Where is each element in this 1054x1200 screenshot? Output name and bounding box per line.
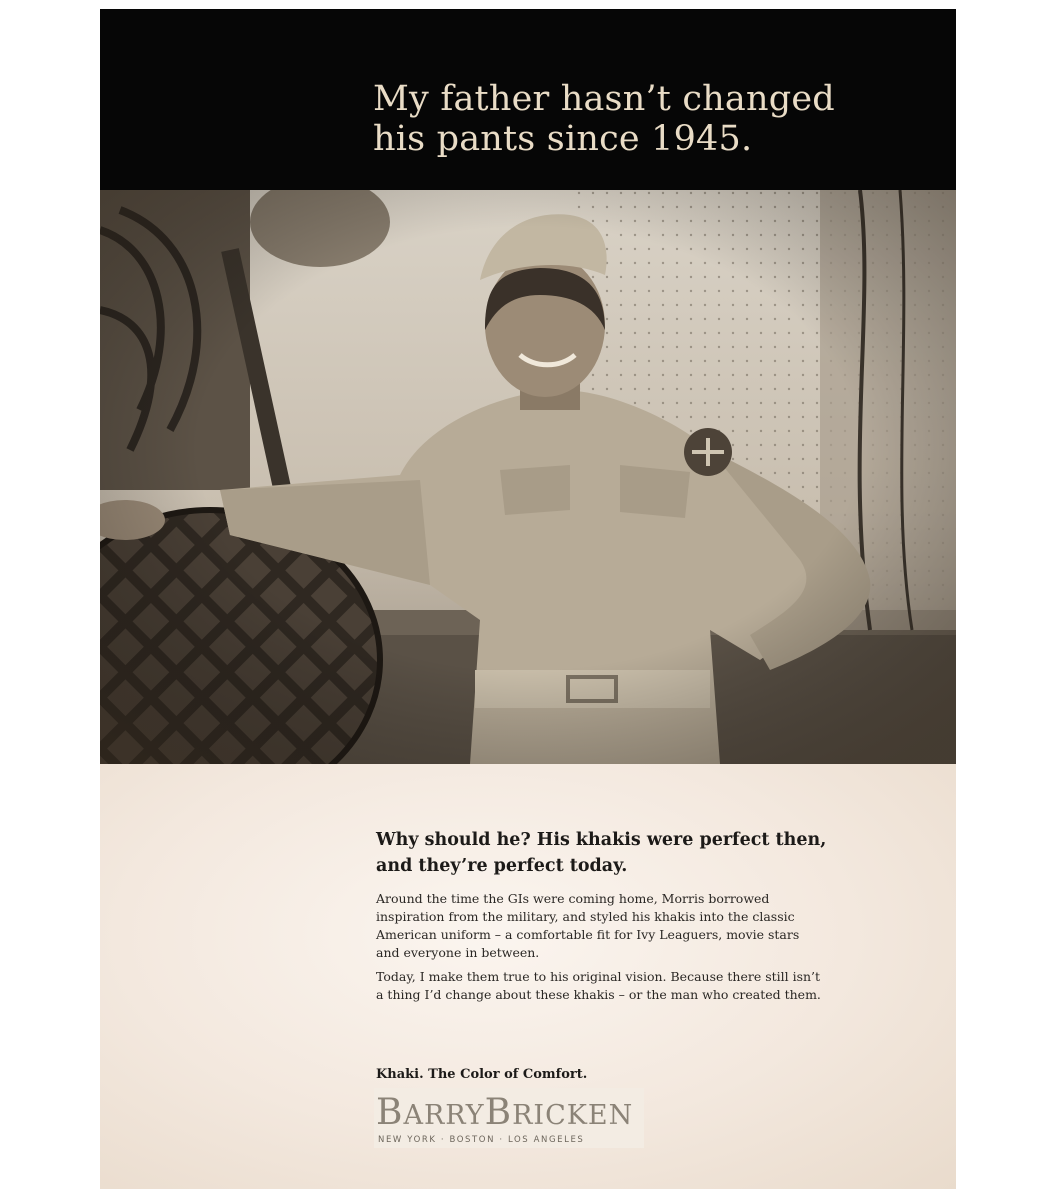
subheadline-line-1: Why should he? His khakis were perfect then, xyxy=(376,830,827,850)
tagline: Khaki. The Color of Comfort. xyxy=(376,1067,588,1082)
body-line: and everyone in between. xyxy=(376,945,540,960)
advertisement-page xyxy=(100,9,956,1189)
body-line: Today, I make them true to his original vision. Because there still isn’t xyxy=(376,969,821,984)
headline-line-2: his pants since 1945. xyxy=(373,119,753,159)
body-line: American uniform – a comfortable fit for Ivy Leaguers, movie stars xyxy=(376,927,800,942)
body-line: inspiration from the military, and styled his khakis into the classic xyxy=(376,909,795,924)
brand-initial-1: B xyxy=(376,1092,404,1133)
headline xyxy=(373,79,933,159)
brand-initial-2: B xyxy=(484,1092,513,1133)
headline-line-1: My father hasn’t changed xyxy=(373,79,835,119)
brand-wordmark xyxy=(376,1092,633,1133)
vintage-soldier-photo xyxy=(100,190,956,764)
body-line: a thing I’d change about these khakis – or the man who created them. xyxy=(376,987,821,1002)
body-line: Around the time the GIs were coming home, Morris borrowed xyxy=(376,891,770,906)
subheadline-line-2: and they’re perfect today. xyxy=(376,856,628,876)
subheadline xyxy=(376,827,936,879)
brand-part-2: RICKEN xyxy=(512,1100,634,1131)
brand-part-1: ARRY xyxy=(403,1100,485,1131)
brand-cities: NEW YORK · BOSTON · LOS ANGELES xyxy=(378,1135,585,1145)
brand-logo xyxy=(374,1088,644,1148)
body-paragraph-2 xyxy=(376,968,936,1004)
copy-section xyxy=(100,764,956,1189)
body-paragraph-1 xyxy=(376,890,936,962)
headline-banner xyxy=(100,9,956,190)
